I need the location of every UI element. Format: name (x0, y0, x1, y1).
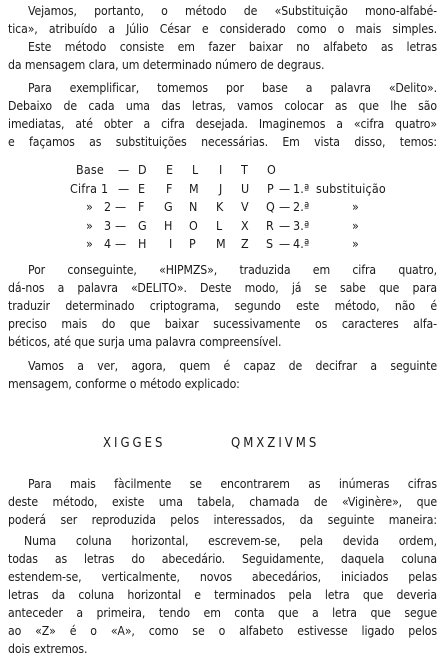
cipher-letter: M (216, 236, 226, 252)
cipher-dash: — (279, 180, 291, 196)
encoded-word-2: QMXZIVMS (231, 436, 320, 451)
text-line: Debaixo de cada uma das letras, vamos colocar as que lhe são (8, 99, 437, 113)
encoded-word-1: XIGGES (103, 436, 166, 451)
text-line: deste método, existe uma tabela, chamada de «Viginère», que (8, 495, 437, 509)
cipher-letter: — (118, 180, 130, 196)
text-line: imediatas, até obter a cifra desejada. Imaginemos a «cifra quatro» (8, 117, 437, 131)
cipher-letter: E (166, 162, 174, 177)
text-line: béticos, até que surja uma palavra compreensível. (8, 335, 282, 349)
substitution-ordinal: 2.ª (293, 199, 310, 215)
cipher-letter: H (138, 236, 147, 252)
cipher-letter: L (192, 162, 199, 177)
row-label: Base (76, 162, 104, 177)
text-line: dois extremos. (8, 642, 88, 656)
text-line: preciso mais do que baixar sucessivamente os caracteres alfa- (8, 317, 437, 331)
substitution-ordinal: 1.ª (293, 180, 310, 196)
cipher-letter: F (166, 180, 173, 196)
text-line: dá-nos a palavra «DELITO». Deste modo, já se sabe que para (8, 281, 437, 295)
cipher-dash: — (279, 217, 291, 233)
text-line: da mensagem clara, um determinado número de degraus. (8, 58, 325, 72)
text-line: Para mais fàcilmente se encontrarem as inúmeras cifras (28, 477, 437, 491)
row-label: » (86, 199, 94, 215)
cipher-letter: M (189, 180, 199, 196)
cipher-dash: — (279, 199, 291, 215)
row-label: » (86, 217, 94, 233)
row-label: » (86, 236, 94, 252)
cipher-letter: Q (266, 199, 275, 215)
cipher-letter: 4 — (104, 236, 127, 252)
cipher-letter: I (219, 162, 223, 177)
text-line: anteceder a primeira, tendo em conta que a letra que segue (8, 606, 437, 620)
cipher-letter: S (266, 236, 274, 252)
substitution-note: substituição (316, 180, 386, 196)
substitution-ordinal: 3.ª (293, 217, 310, 233)
text-line: ao «Z» é o «A», como se o alfabeto estivesse ligado pelos (8, 624, 437, 638)
text-line: e façamos as substituições necessárias. Em vista disso, temos: (8, 135, 437, 149)
cipher-letter: H (164, 217, 173, 233)
text-line: Para exemplificar, tomemos por base a palavra «Delito». (28, 81, 437, 95)
text-line: Vamos a ver, agora, quem é capaz de decifrar a seguinte (28, 359, 437, 373)
cipher-letter: N (189, 199, 198, 215)
row-label: Cifra 1 (70, 180, 109, 196)
text-line: tica», atribuído a Júlio César e considerado como o mais simples. (8, 22, 437, 36)
cipher-letter: O (189, 217, 198, 233)
cipher-letter: — (118, 162, 130, 177)
cipher-letter: D (138, 162, 147, 177)
cipher-letter: 3 — (104, 217, 127, 233)
substitution-note: » (352, 236, 360, 252)
cipher-letter: O (267, 162, 276, 177)
cipher-letter: R (266, 217, 274, 233)
cipher-letter: T (241, 162, 249, 177)
cipher-letter: I (169, 236, 173, 252)
substitution-ordinal: 4.ª (293, 236, 310, 252)
text-line: Este método consiste em fazer baixar no alfabeto as letras (28, 40, 437, 54)
substitution-note: » (352, 199, 360, 215)
text-line: Por conseguinte, «HIPMZS», traduzida em cifra quatro, (28, 263, 437, 277)
text-line: todas as letras do abecedário. Seguidamente, daquela coluna (8, 552, 437, 566)
text-line: poderá ser reproduzida pelos interessados, da seguinte maneira: (8, 513, 437, 527)
cipher-letter: E (138, 180, 146, 196)
cipher-letter: G (138, 217, 147, 233)
cipher-letter: P (189, 236, 196, 252)
text-line: Vejamos, portanto, o método de «Substituição mono-alfabé- (28, 4, 437, 18)
text-line: traduzir determinado criptograma, segundo este método, não é (8, 299, 437, 313)
cipher-letter: J (219, 180, 223, 196)
cipher-letter: X (241, 217, 249, 233)
cipher-letter: G (164, 199, 173, 215)
cipher-letter: P (267, 180, 274, 196)
cipher-letter: V (241, 199, 249, 215)
cipher-letter: U (241, 180, 250, 196)
cipher-letter: F (138, 199, 145, 215)
cipher-letter: 2 — (104, 199, 127, 215)
cipher-letter: Z (241, 236, 249, 252)
substitution-note: » (352, 217, 360, 233)
text-line: Numa coluna horizontal, escrevem-se, pela devida ordem, (24, 534, 437, 548)
cipher-letter: K (216, 199, 224, 215)
cipher-dash: — (279, 236, 291, 252)
text-line: mensagem, conforme o método explicado: (8, 377, 240, 391)
cipher-letter: L (216, 217, 223, 233)
text-line: letras da coluna horizontal e terminados pela letra que deveria (8, 588, 437, 602)
text-line: estendem-se, verticalmente, novos abecedários, iniciados pelas (8, 570, 437, 584)
